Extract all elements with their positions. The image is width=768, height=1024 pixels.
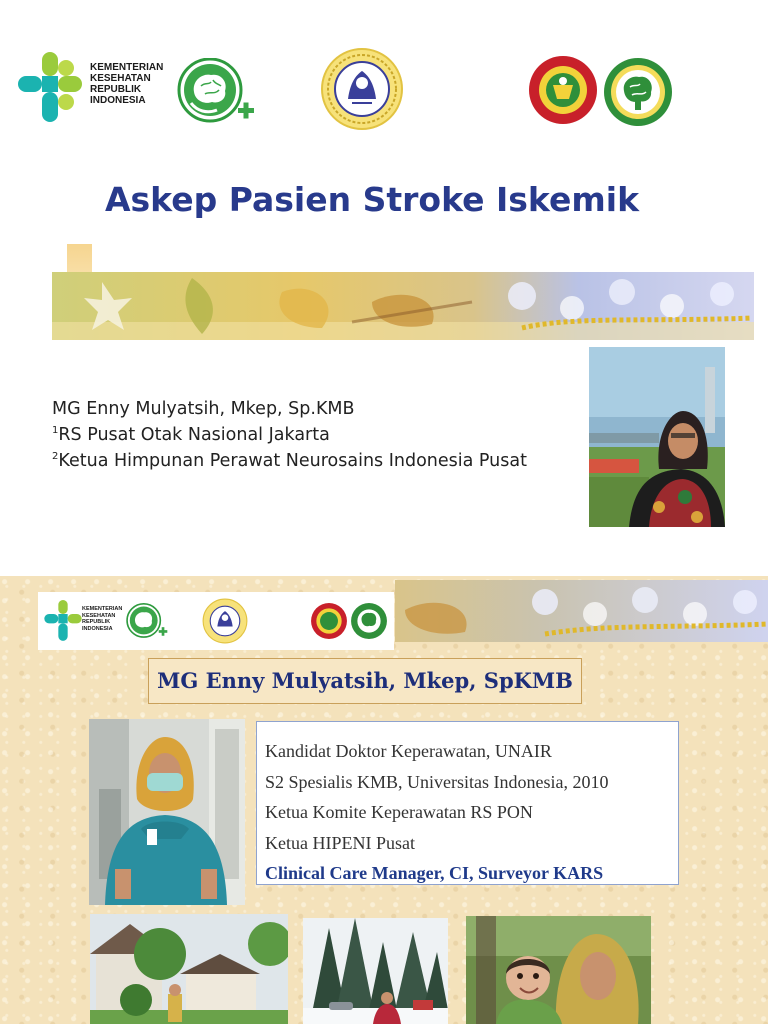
affiliation-2 xyxy=(52,448,527,474)
hipeni-brain-icon xyxy=(602,57,674,127)
affiliation-2-text: Ketua Himpunan Perawat Neurosains Indonesia Pusat xyxy=(58,451,527,471)
logo-text-line: KEMENTERIAN xyxy=(82,606,123,612)
seal-icon xyxy=(320,47,404,131)
nurse-photo xyxy=(89,719,245,905)
kemenkes-wordmark-small xyxy=(82,606,122,632)
profile-slide xyxy=(0,576,768,1024)
rspon-logo xyxy=(177,58,259,124)
credential-item: Ketua HIPENI Pusat xyxy=(265,832,415,853)
author-photo xyxy=(589,347,725,527)
hipeni-logo xyxy=(602,57,674,127)
decorative-leaf-banner xyxy=(52,272,754,340)
ppni-emblem-icon xyxy=(310,602,348,640)
logo-text-line: REPUBLIK xyxy=(82,619,111,625)
ppni-logo xyxy=(527,55,599,125)
brain-icon xyxy=(126,602,170,640)
credential-item: Kandidat Doktor Keperawatan, UNAIR xyxy=(265,741,552,761)
credentials-box xyxy=(256,721,679,885)
logo-text-line: REPUBLIK xyxy=(90,84,142,95)
affiliation-1 xyxy=(52,422,527,448)
affiliation-2-marker: 2 xyxy=(52,451,59,463)
slide-title: Askep Pasien Stroke Iskemik xyxy=(104,180,640,219)
brain-icon xyxy=(177,58,259,124)
author-name: MG Enny Mulyatsih, Mkep, Sp.KMB xyxy=(52,399,355,419)
credential-item: Ketua Komite Keperawatan RS PON xyxy=(265,802,533,822)
house-photo xyxy=(90,914,288,1024)
author-block xyxy=(52,396,527,474)
kemenkes-emblem-icon xyxy=(18,52,82,124)
logo-text-line: KEMENTERIAN xyxy=(90,62,164,73)
logo-text-line: INDONESIA xyxy=(82,625,113,632)
logo-text-line: INDONESIA xyxy=(90,95,146,106)
kemenkes-logo-small xyxy=(44,600,124,642)
credential-item: S2 Spesialis KMB, Universitas Indonesia, 2010 xyxy=(265,771,609,792)
university-seal-logo xyxy=(320,47,404,131)
mother-child-photo xyxy=(466,916,651,1024)
kemenkes-logo xyxy=(18,52,168,124)
affiliation-1-text: RS Pusat Otak Nasional Jakarta xyxy=(58,425,330,445)
logo-text-line: KESEHATAN xyxy=(82,612,116,619)
profile-name-heading: MG Enny Mulyatsih, Mkep, SpKMB xyxy=(148,658,582,704)
credential-highlight: Clinical Care Manager, CI, Surveyor KARS xyxy=(265,863,604,883)
kemenkes-emblem-icon xyxy=(44,600,82,642)
seal-icon xyxy=(202,598,248,644)
affiliation-1-marker: 1 xyxy=(52,425,59,437)
ppni-emblem-icon xyxy=(527,55,599,125)
kemenkes-wordmark xyxy=(90,62,163,106)
decorative-leaf-banner-2 xyxy=(395,580,768,642)
hipeni-brain-icon xyxy=(350,602,388,640)
logo-strip xyxy=(38,592,394,650)
logo-text-line: KESEHATAN xyxy=(90,73,151,84)
winter-trees-photo xyxy=(303,918,448,1024)
